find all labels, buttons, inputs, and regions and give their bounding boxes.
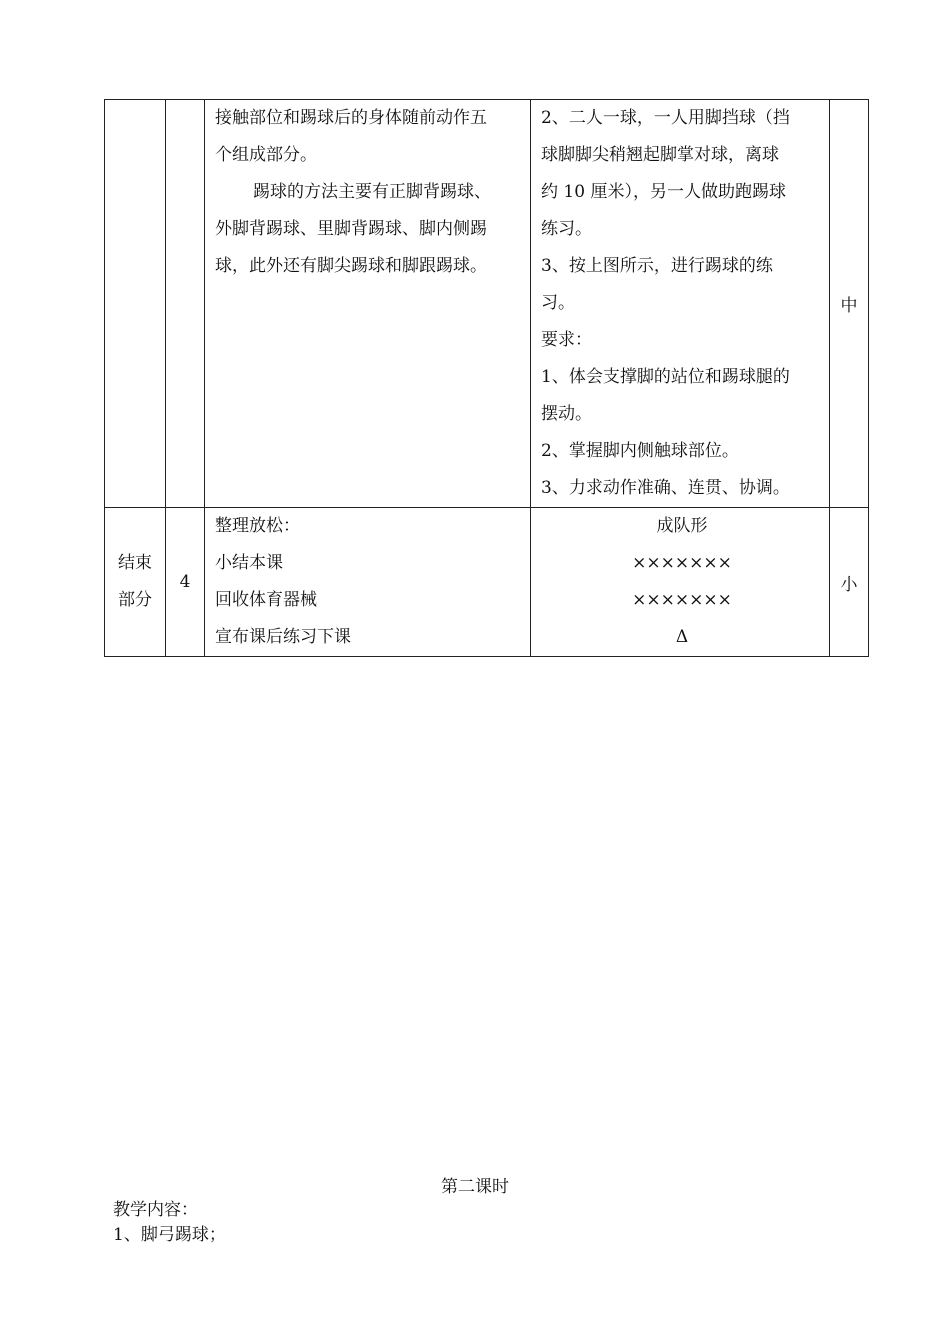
method-line: 习。: [541, 293, 575, 313]
teaching-content-label: 教学内容：: [113, 1200, 198, 1220]
content-line: 个组成部分。: [215, 145, 317, 165]
method-line: 练习。: [541, 219, 592, 239]
method-line: 3、按上图所示，进行踢球的练: [541, 256, 773, 276]
content-cell: [205, 100, 531, 508]
content-line: 回收体育器械: [215, 590, 317, 610]
formation-cell: [531, 508, 830, 657]
method-line: 约 10 厘米），另一人做助跑踢球: [541, 182, 786, 202]
content-cell: [205, 508, 531, 657]
lesson-title: 第二课时: [441, 1177, 509, 1197]
method-line: 1、体会支撑脚的站位和踢球腿的: [541, 367, 790, 387]
content-line: 整理放松：: [215, 516, 300, 536]
formation-line: ×××××××: [632, 590, 732, 610]
content-line: 球，此外还有脚尖踢球和脚跟踢球。: [215, 256, 487, 276]
content-line: 小结本课: [215, 553, 283, 573]
teaching-item: 1、脚弓踢球；: [113, 1225, 226, 1245]
table-row-main: [105, 100, 869, 508]
intensity-cell: [830, 100, 869, 508]
table-row-ending: [105, 508, 869, 657]
content-line: 外脚背踢球、里脚背踢球、脚内侧踢: [215, 219, 487, 239]
time-cell: [166, 508, 205, 657]
method-line: 2、掌握脚内侧触球部位。: [541, 441, 739, 461]
method-line: 3、力求动作准确、连贯、协调。: [541, 478, 790, 498]
formation-line: Δ: [675, 627, 689, 647]
time-value: 4: [179, 572, 191, 592]
section-label: 结束: [118, 553, 152, 573]
method-cell: [531, 100, 830, 508]
content-line: 踢球的方法主要有正脚背踢球、: [253, 182, 491, 202]
formation-line: 成队形: [656, 516, 708, 536]
method-line: 摆动。: [541, 404, 592, 424]
intensity-label: 中: [840, 296, 858, 316]
lesson-plan-table: [104, 99, 869, 657]
content-line: 宣布课后练习下课: [215, 627, 351, 647]
time-cell: [166, 100, 205, 508]
formation-line: ×××××××: [632, 553, 732, 573]
method-line: 要求：: [541, 330, 592, 350]
method-line: 2、二人一球，一人用脚挡球（挡: [541, 108, 790, 128]
method-line: 球脚脚尖稍翘起脚掌对球，离球: [541, 145, 779, 165]
content-line: 接触部位和踢球后的身体随前动作五: [215, 108, 487, 128]
section-label: 部分: [118, 590, 152, 610]
intensity-label: 小: [840, 574, 858, 595]
section-cell: [105, 100, 166, 508]
intensity-cell: [830, 508, 869, 657]
section-cell: [105, 508, 166, 657]
